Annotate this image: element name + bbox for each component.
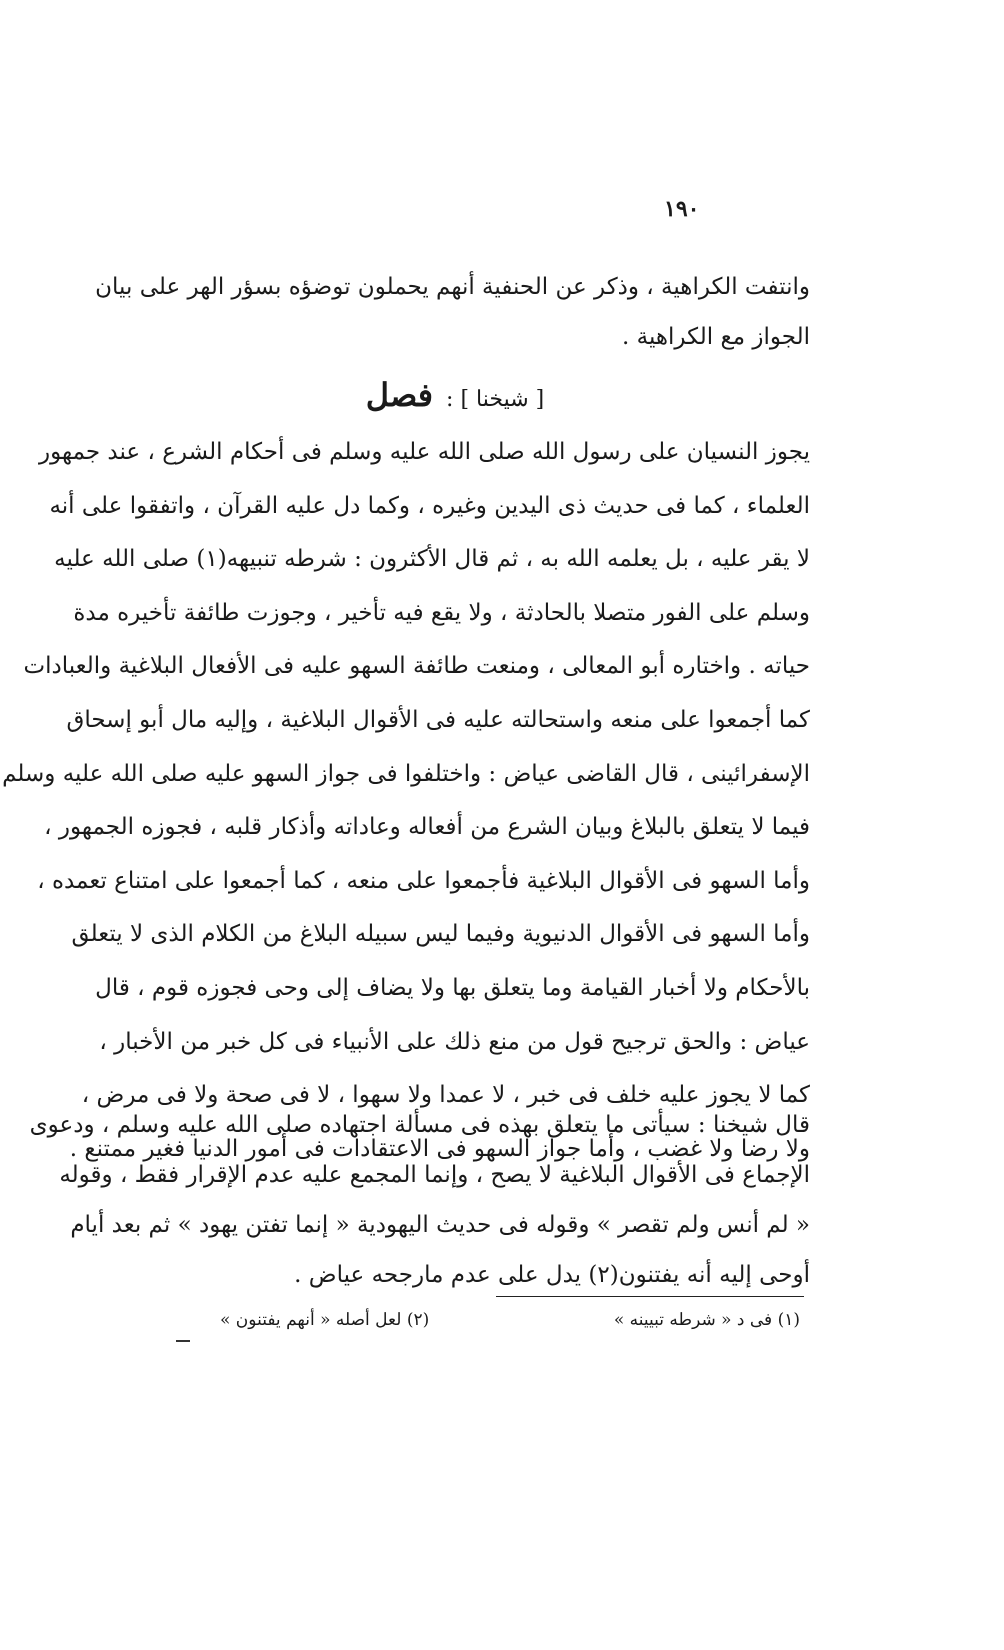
text-line: عياض : والحق ترجيح قول من منع ذلك على الأنبياء فى كل خبر من الأخبار ، <box>99 1028 810 1055</box>
text-line: العلماء ، كما فى حديث ذى اليدين وغيره ، وكما دل عليه القرآن ، واتفقوا على أنه <box>49 492 810 519</box>
footnotes <box>220 1310 800 1330</box>
text-line: قال شيخنا : سيأتى ما يتعلق بهذه فى مسألة اجتهاده صلى الله عليه وسلم ، ودعوى <box>29 1112 810 1138</box>
text-line: وانتفت الكراهية ، وذكر عن الحنفية أنهم يحملون توضؤه بسؤر الهر على بيان <box>95 274 810 300</box>
intro-paragraph <box>95 262 810 362</box>
section-heading <box>100 376 810 414</box>
text-line: وأما السهو فى الأقوال البلاغية فأجمعوا على منعه ، كما أجمعوا على امتناع تعمده ، <box>37 867 810 894</box>
text-line: فيما لا يتعلق بالبلاغ وبيان الشرع من أفعاله وعاداته وأذكار قلبه ، فجوزه الجمهور ، <box>44 814 810 841</box>
closing-paragraph <box>29 1100 810 1300</box>
text-line: بالأحكام ولا أخبار القيامة وما يتعلق بها ولا يضاف إلى وحى فجوزه قوم ، قال <box>95 974 810 1001</box>
text-line: وأما السهو فى الأقوال الدنيوية وفيما ليس سبيله البلاغ من الكلام الذى لا يتعلق <box>71 921 810 948</box>
text-line: وسلم على الفور متصلا بالحادثة ، ولا يقع فيه تأخير ، وجوزت طائفة تأخيره مدة <box>73 599 810 626</box>
text-line: الإجماع فى الأقوال البلاغية لا يصح ، وإنما المجمع عليه عدم الإقرار فقط ، وقوله <box>59 1162 810 1188</box>
text-line: الإسفرائينى ، قال القاضى عياض : واختلفوا فى جواز السهو عليه صلى الله عليه وسلم <box>2 760 810 787</box>
text-line: لا يقر عليه ، بل يعلمه الله به ، ثم قال الأكثرون : شرطه تنبيهه(١) صلى الله عليه <box>54 546 810 573</box>
text-line: أوحى إليه أنه يفتنون(٢) يدل على عدم مارجحه عياض . <box>294 1262 810 1288</box>
text-line: كما أجمعوا على منعه واستحالته عليه فى الأقوال البلاغية ، وإليه مال أبو إسحاق <box>66 706 810 733</box>
footnote-2: (٢) لعل أصله « أنهم يفتنون » <box>220 1310 430 1330</box>
text-line: الجواز مع الكراهية . <box>621 324 810 350</box>
text-line: كما لا يجوز عليه خلف فى خبر ، لا عمدا ولا سهوا ، لا فى صحة ولا فى مرض ، <box>81 1082 810 1109</box>
print-mark <box>176 1340 190 1342</box>
page-number: ١٩٠ <box>664 196 700 222</box>
text-line: حياته . واختاره أبو المعالى ، ومنعت طائفة السهو عليه فى الأفعال البلاغية والعبادات <box>23 653 810 680</box>
text-line: ولا رضا ولا غضب ، وأما جواز السهو فى الاعتقادات فى أمور الدنيا فغير ممتنع . <box>69 1135 810 1162</box>
main-paragraph <box>2 426 810 1176</box>
section-label: [ شيخنا ] : <box>446 387 545 412</box>
section-title: فصل <box>365 376 434 414</box>
footnote-1: (١) فى د « شرطه تبيينه » <box>613 1310 800 1330</box>
text-line: « لم أنس ولم تقصر » وقوله فى حديث اليهودية « إنما تفتن يهود » ثم بعد أيام <box>70 1212 810 1238</box>
footnote-divider <box>496 1296 804 1297</box>
text-line: يجوز النسيان على رسول الله صلى الله عليه وسلم فى أحكام الشرع ، عند جمهور <box>39 439 810 465</box>
